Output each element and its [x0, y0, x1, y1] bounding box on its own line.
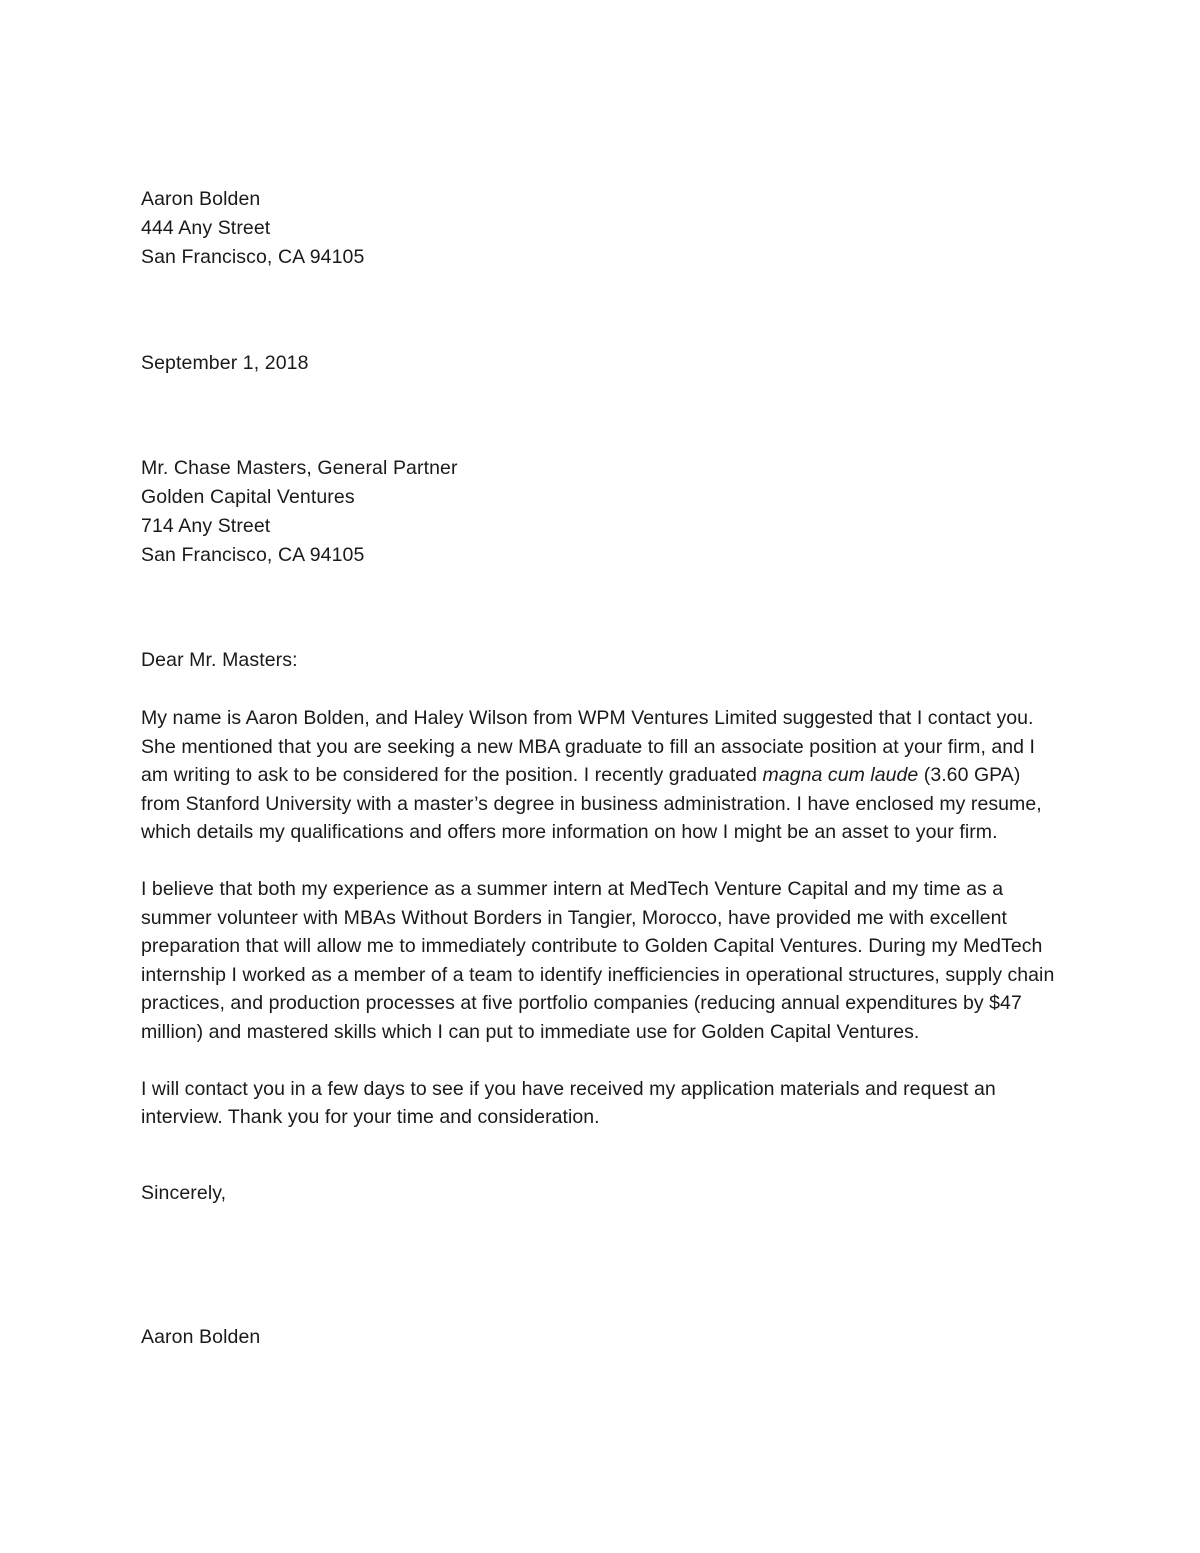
- body-paragraph-1: [141, 704, 1056, 847]
- letter-body: [141, 185, 1056, 1352]
- body-paragraph-2: I believe that both my experience as a summer intern at MedTech Venture Capital and my time as a summer volunteer with MBAs Without Borders in Tangier, Morocco, have provided me with excellent preparation that will allow me to immediately contribute to Golden Capital Ventures. During my MedTech internship I worked as a member of a team to identify inefficiencies in operational structures, supply chain practices, and production processes at five portfolio companies (reducing annual expenditures by $47 million) and mastered skills which I can put to immediate use for Golden Capital Ventures.: [141, 877, 1055, 1043]
- paragraph-1-part-1: My name is Aaron Bolden, and Haley Wilson from WPM Ventures Limited suggested that I contact you. She mentioned that you are seeking a new MBA graduate to fill an associate position at your firm, and I am writing to ask to be considered for the position. I recently graduated: [141, 707, 1035, 787]
- recipient-street: 714 Any Street: [141, 515, 271, 537]
- letter-date: September 1, 2018: [141, 352, 309, 374]
- sender-street: 444 Any Street: [141, 217, 271, 239]
- paragraph-1-emphasis: magna cum laude: [762, 764, 919, 787]
- sender-name: Aaron Bolden: [141, 188, 261, 210]
- sender-address-block: [141, 185, 1056, 272]
- recipient-name-title: Mr. Chase Masters, General Partner: [141, 457, 458, 479]
- body-paragraph-3: I will contact you in a few days to see if you have received my application materials and request an interview. Thank you for your time and consideration.: [141, 1077, 996, 1129]
- recipient-company: Golden Capital Ventures: [141, 486, 355, 508]
- signature-name: Aaron Bolden: [141, 1325, 261, 1348]
- sender-city-state-zip: San Francisco, CA 94105: [141, 246, 365, 268]
- closing-salutation: Sincerely,: [141, 1181, 227, 1204]
- recipient-city-state-zip: San Francisco, CA 94105: [141, 544, 365, 566]
- body-paragraphs: [141, 704, 1056, 1132]
- salutation: Dear Mr. Masters:: [141, 649, 298, 671]
- paragraph-1-part-2: (3.60 GPA) from Stanford University with a master’s degree in business administration. I have enclosed my resume, which details my qualifications and offers more information on how I might be an asset to your firm.: [141, 764, 1042, 844]
- recipient-address-block: [141, 454, 1056, 570]
- letter-date-block: [141, 349, 1056, 378]
